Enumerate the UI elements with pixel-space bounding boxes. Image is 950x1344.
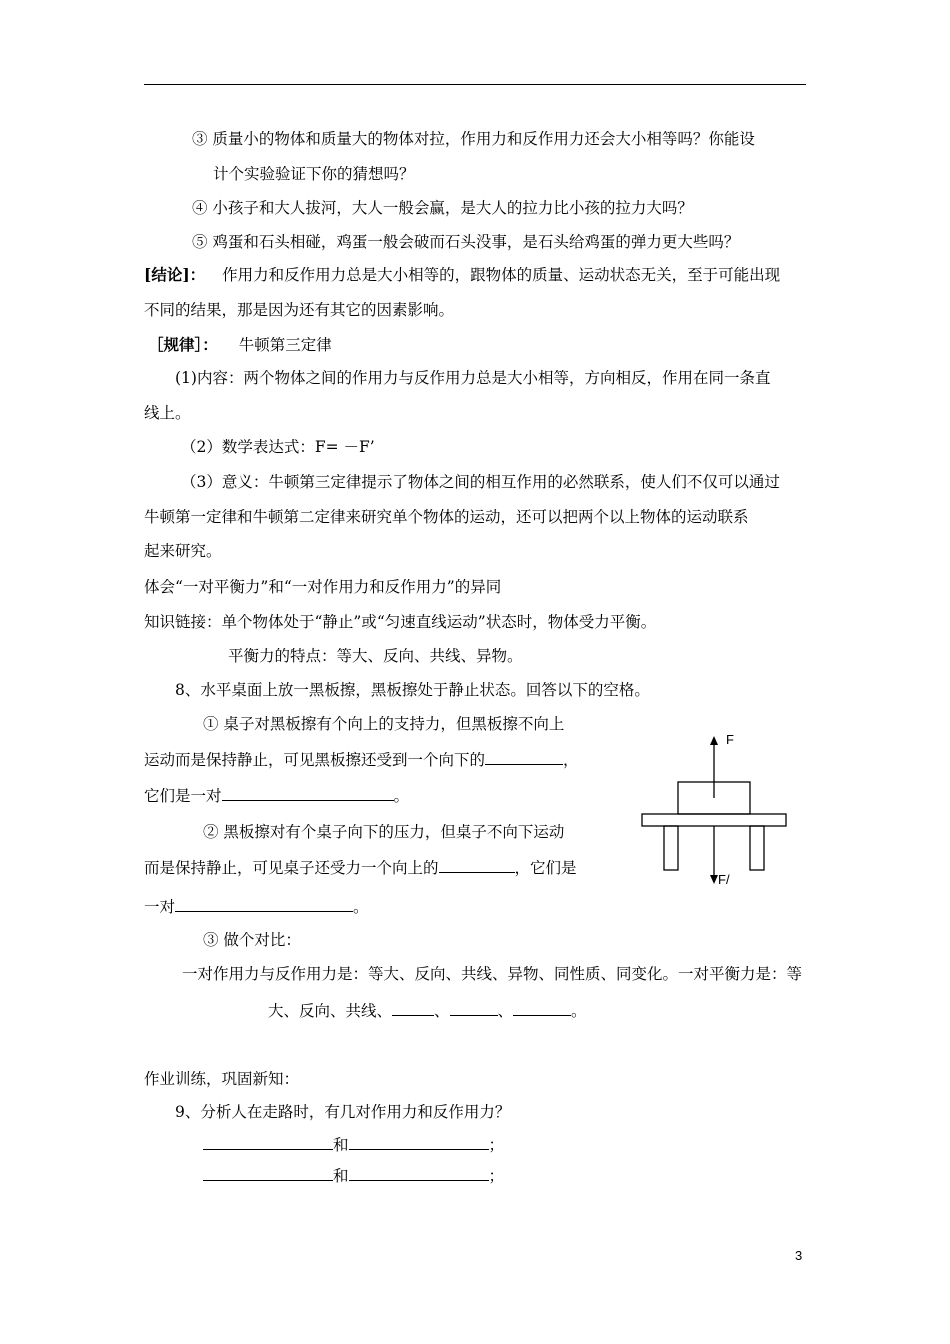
experience-line: 体会“一对平衡力”和“一对作用力和反作用力”的异同 bbox=[144, 578, 502, 596]
balance-force-features: 平衡力的特点：等大、反向、共线、异物。 bbox=[228, 647, 523, 665]
sub-1-line-1: ① 桌子对黑板擦有个向上的支持力，但黑板擦不向上 bbox=[203, 715, 565, 733]
punctuation: ， bbox=[563, 751, 579, 769]
conjunction: 和 bbox=[333, 1136, 349, 1154]
answer-blank[interactable] bbox=[203, 1166, 333, 1181]
sub-2-line-2 bbox=[144, 858, 577, 878]
question-3-line-2: 计个实验验证下你的猜想吗？ bbox=[213, 165, 415, 183]
punctuation: ，它们是 bbox=[514, 859, 577, 877]
question-9: 9、分析人在走路时，有几对作用力和反作用力？ bbox=[175, 1103, 511, 1121]
conclusion-text: 作用力和反作用力总是大小相等的，跟物体的质量、运动状态无关，至于可能出现 bbox=[222, 266, 781, 284]
page-number: 3 bbox=[795, 1248, 803, 1263]
math-expression: （2）数学表达式：F= －F’ bbox=[181, 438, 375, 456]
knowledge-link: 知识链接：单个物体处于“静止”或“匀速直线运动”状态时，物体受力平衡。 bbox=[144, 613, 657, 631]
answer-blank[interactable] bbox=[349, 1135, 489, 1150]
content-line-2: 线上。 bbox=[144, 404, 191, 422]
content-line-1: (1)内容：两个物体之间的作用力与反作用力总是大小相等，方向相反，作用在同一条直 bbox=[175, 369, 771, 387]
comparison-text: 大、反向、共线、 bbox=[268, 1002, 393, 1020]
punctuation: 、 bbox=[497, 1002, 514, 1020]
question-3-line-1: ③ 质量小的物体和质量大的物体对拉，作用力和反作用力还会大小相等吗？你能设 bbox=[192, 130, 755, 148]
meaning-line-1: （3）意义：牛顿第三定律提示了物体之间的相互作用的必然联系，使人们不仅可以通过 bbox=[181, 473, 780, 491]
table-leg-left bbox=[664, 826, 678, 870]
answer-blank[interactable] bbox=[450, 1001, 498, 1016]
punctuation: 。 bbox=[393, 787, 410, 805]
answer-blank[interactable] bbox=[349, 1166, 489, 1181]
punctuation: ； bbox=[488, 1167, 505, 1185]
answer-blank[interactable] bbox=[439, 858, 515, 873]
question-8: 8、水平桌面上放一黑板擦，黑板擦处于静止状态。回答以下的空格。 bbox=[175, 681, 650, 699]
meaning-line-3: 起来研究。 bbox=[144, 542, 222, 560]
question-4: ④ 小孩子和大人拔河，大人一般会赢，是大人的拉力比小孩的拉力大吗？ bbox=[192, 199, 693, 217]
arrow-down-icon bbox=[710, 875, 718, 884]
sub-3: ③ 做个对比： bbox=[203, 931, 301, 949]
conjunction: 和 bbox=[333, 1167, 349, 1185]
conclusion-label: [结论]： bbox=[144, 265, 206, 284]
punctuation: 。 bbox=[571, 1002, 587, 1020]
sub-1-text: 运动而是保持静止，可见黑板擦还受到一个向下的 bbox=[144, 751, 486, 769]
law-label: ［规律］： bbox=[148, 335, 218, 354]
sub-2-text: 而是保持静止，可见桌子还受力一个向上的 bbox=[144, 859, 439, 877]
conclusion-line-1 bbox=[144, 265, 780, 285]
header-rule bbox=[144, 84, 806, 85]
arrow-up-icon bbox=[710, 736, 718, 745]
answer-blank[interactable] bbox=[222, 786, 394, 801]
answer-line-1 bbox=[203, 1135, 504, 1155]
punctuation: ； bbox=[488, 1136, 505, 1154]
conclusion-line-2: 不同的结果，那是因为还有其它的因素影响。 bbox=[144, 301, 455, 319]
law-heading bbox=[148, 335, 332, 355]
comparison-line-2 bbox=[268, 1001, 587, 1021]
answer-line-2 bbox=[203, 1166, 504, 1186]
question-5: ⑤ 鸡蛋和石头相碰，鸡蛋一般会破而石头没事，是石头给鸡蛋的弹力更大些吗？ bbox=[192, 233, 740, 251]
sub-1-line-2 bbox=[144, 750, 579, 770]
answer-blank[interactable] bbox=[175, 897, 353, 912]
table-top bbox=[642, 814, 786, 826]
sub-1-line-3 bbox=[144, 786, 409, 806]
answer-blank[interactable] bbox=[513, 1001, 571, 1016]
meaning-line-2: 牛顿第一定律和牛顿第二定律来研究单个物体的运动，还可以把两个以上物体的运动联系 bbox=[144, 508, 749, 526]
comparison-line-1: 一对作用力与反作用力是：等大、反向、共线、异物、同性质、同变化。一对平衡力是：等 bbox=[182, 965, 803, 983]
label-f: F bbox=[726, 732, 734, 747]
force-diagram bbox=[636, 726, 796, 890]
punctuation: 。 bbox=[353, 898, 369, 916]
sub-1-text: 它们是一对 bbox=[144, 787, 222, 805]
punctuation: 、 bbox=[434, 1002, 450, 1020]
sub-2-line-3 bbox=[144, 897, 369, 917]
answer-blank[interactable] bbox=[392, 1001, 434, 1016]
sub-2-text: 一对 bbox=[144, 898, 176, 916]
table-leg-right bbox=[750, 826, 764, 870]
sub-2-line-1: ② 黑板擦对有个桌子向下的压力，但桌子不向下运动 bbox=[203, 823, 565, 841]
label-f-prime: F/ bbox=[718, 872, 730, 887]
answer-blank[interactable] bbox=[203, 1135, 333, 1150]
homework-heading: 作业训练，巩固新知： bbox=[144, 1070, 300, 1088]
answer-blank[interactable] bbox=[485, 750, 563, 765]
law-title: 牛顿第三定律 bbox=[238, 336, 332, 354]
